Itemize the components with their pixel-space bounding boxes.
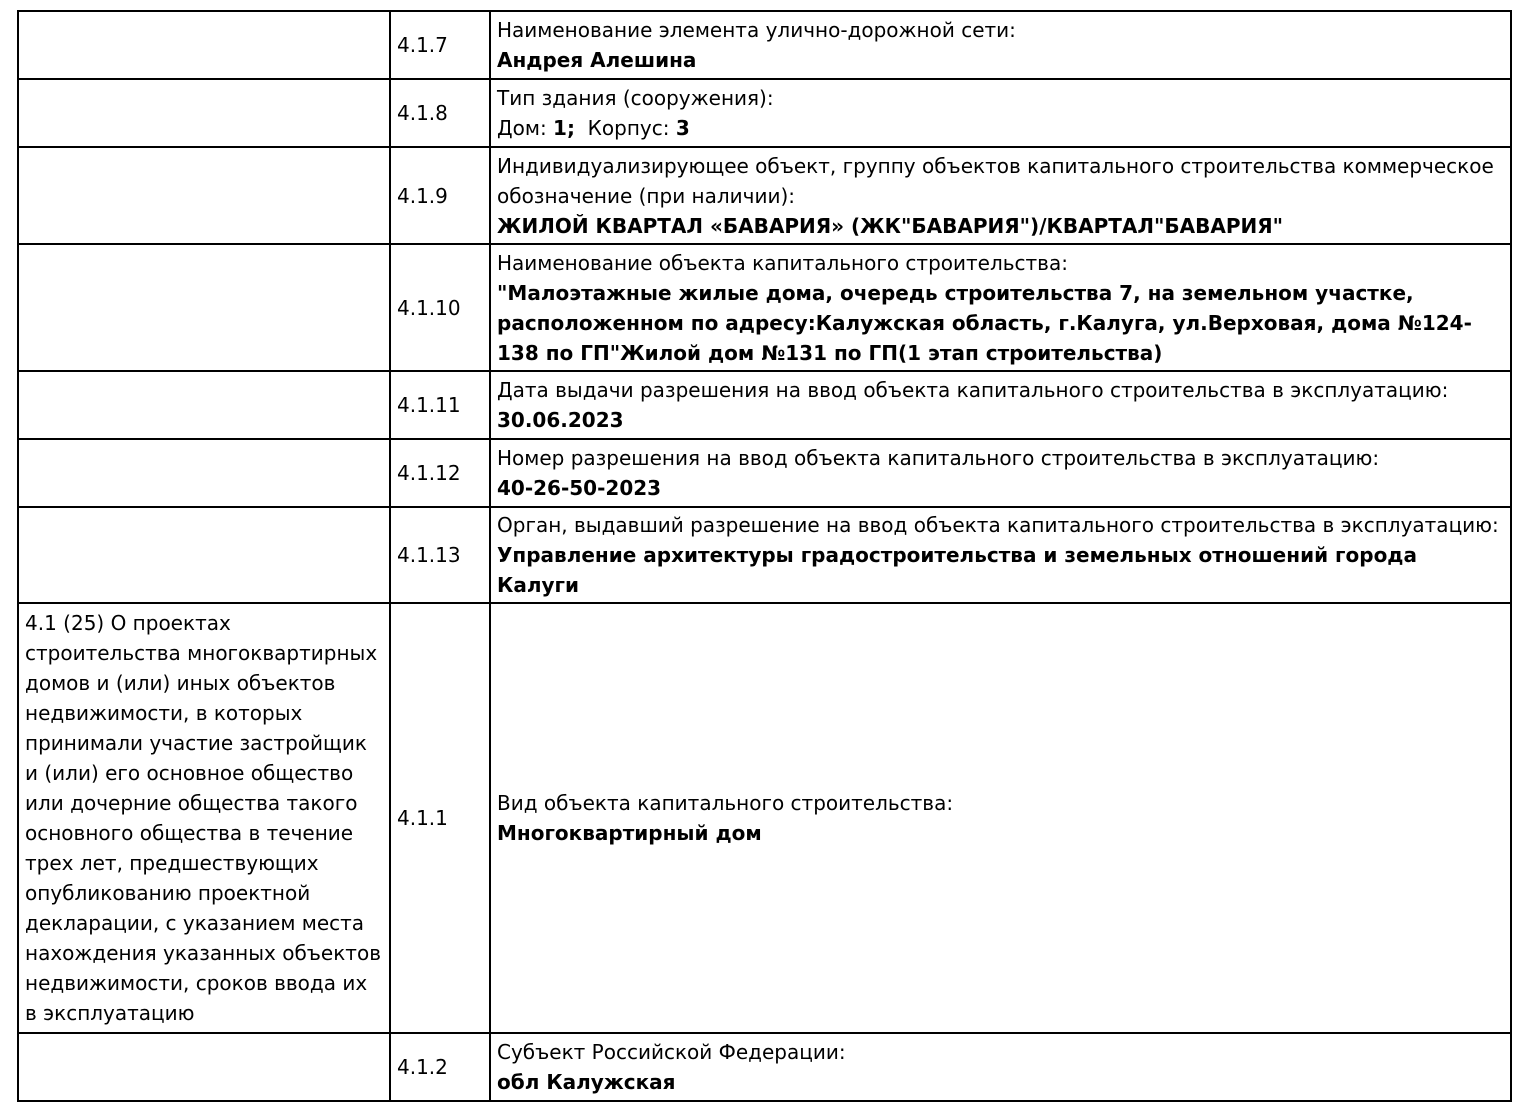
content-cell — [490, 603, 1511, 1033]
row-code: 4.1.12 — [390, 439, 490, 507]
field-value-part: Корпус: — [574, 116, 676, 140]
row-code: 4.1.8 — [390, 79, 490, 147]
row-code: 4.1.13 — [390, 507, 490, 603]
content-cell — [490, 1033, 1511, 1101]
content-cell — [490, 439, 1511, 507]
row-code: 4.1.7 — [390, 11, 490, 79]
field-value: обл Калужская — [497, 1070, 676, 1094]
left-cell-empty — [18, 439, 390, 507]
left-note-cell — [18, 603, 390, 1033]
content-cell — [490, 79, 1511, 147]
left-cell-empty — [18, 244, 390, 371]
field-value: Многоквартирный дом — [497, 821, 762, 845]
row-code: 4.1.2 — [390, 1033, 490, 1101]
field-value: Андрея Алешина — [497, 48, 697, 72]
row-code: 4.1.1 — [390, 603, 490, 1033]
field-label: Субъект Российской Федерации: — [497, 1040, 846, 1064]
row-code: 4.1.11 — [390, 371, 490, 439]
content-cell — [490, 11, 1511, 79]
left-cell-empty — [18, 11, 390, 79]
field-value: Управление архитектуры градостроительства и земельных отношений города Калуги — [497, 543, 1424, 597]
field-label: Наименование элемента улично-дорожной сети: — [497, 18, 1016, 42]
declaration-table — [17, 10, 1512, 1102]
field-value: 30.06.2023 — [497, 408, 624, 432]
table-row — [18, 371, 1511, 439]
content-cell — [490, 507, 1511, 603]
field-value: 40-26-50-2023 — [497, 476, 662, 500]
field-value-part: 1; — [553, 116, 575, 140]
field-value — [497, 113, 1504, 143]
row-code: 4.1.9 — [390, 147, 490, 244]
field-value: "Малоэтажные жилые дома, очередь строительства 7, на земельном участке, расположенном по адресу:Калужская область, г.Калуга, ул.Верховая, дома №124-138 по ГП"Жилой дом №131 по ГП(1 этап строительства) — [497, 280, 1472, 365]
field-label: Дата выдачи разрешения на ввод объекта капитального строительства в эксплуатацию: — [497, 378, 1449, 402]
field-label: Вид объекта капитального строительства: — [497, 791, 954, 815]
field-label: Индивидуализирующее объект, группу объектов капитального строительства коммерческое обозначение (при наличии): — [497, 153, 1494, 208]
left-cell-empty — [18, 147, 390, 244]
left-cell-empty — [18, 507, 390, 603]
field-value-part: Дом: — [497, 116, 554, 140]
table-row — [18, 603, 1511, 1033]
content-cell — [490, 244, 1511, 371]
table-row — [18, 244, 1511, 371]
left-cell-empty — [18, 1033, 390, 1101]
left-note: 4.1 (25) О проектах строительства многоквартирных домов и (или) иных объектов недвижимости, в которых принимали участие застройщик и (или) его основное общество или дочерние общества такого основного общества в течение трех лет, предшествующих опубликованию проектной декларации, с указанием места нахождения указанных объектов недвижимости, сроков ввода их в эксплуатацию — [25, 611, 381, 1025]
table-row — [18, 79, 1511, 147]
table-row — [18, 507, 1511, 603]
content-cell — [490, 147, 1511, 244]
row-code: 4.1.10 — [390, 244, 490, 371]
field-label: Наименование объекта капитального строительства: — [497, 250, 1068, 275]
left-cell-empty — [18, 79, 390, 147]
field-label: Орган, выдавший разрешение на ввод объекта капитального строительства в эксплуатацию: — [497, 513, 1499, 537]
field-value-part: 3 — [675, 116, 690, 140]
left-cell-empty — [18, 371, 390, 439]
field-value: ЖИЛОЙ КВАРТАЛ «БАВАРИЯ» (ЖК"БАВАРИЯ")/КВАРТАЛ"БАВАРИЯ" — [497, 213, 1284, 238]
table-row — [18, 147, 1511, 244]
table-row — [18, 11, 1511, 79]
table-row — [18, 439, 1511, 507]
table-row — [18, 1033, 1511, 1101]
field-label: Номер разрешения на ввод объекта капитального строительства в эксплуатацию: — [497, 446, 1380, 470]
field-label: Тип здания (сооружения): — [497, 86, 774, 110]
content-cell — [490, 371, 1511, 439]
